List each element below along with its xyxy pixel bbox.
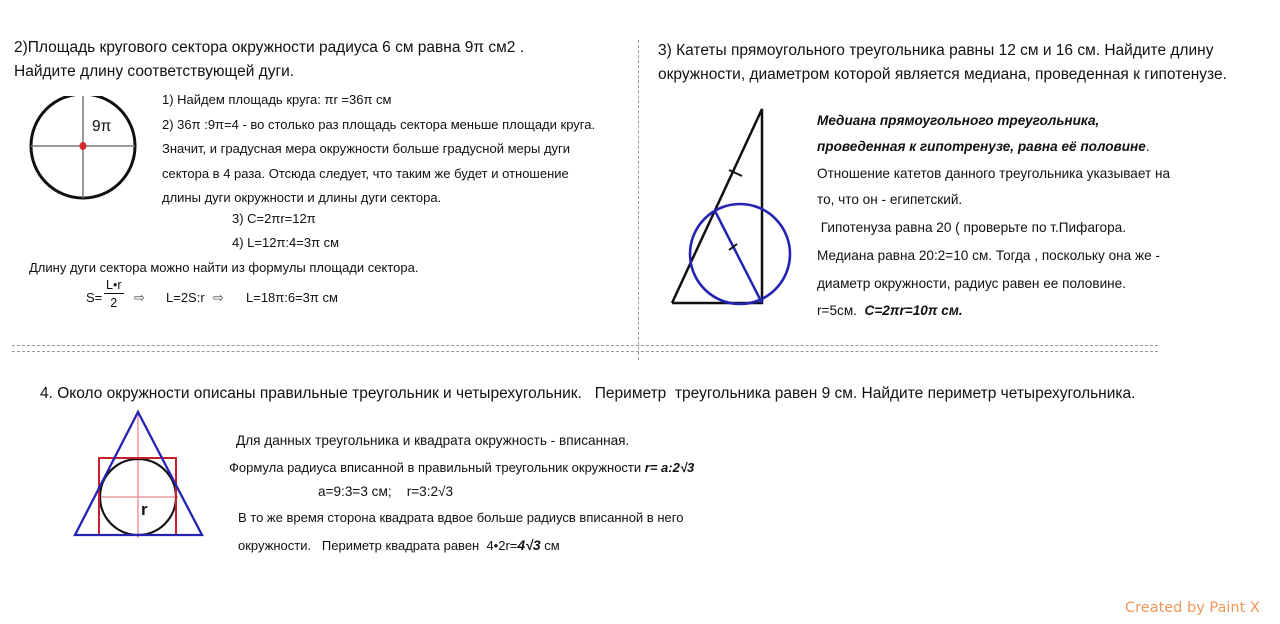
horizontal-divider (12, 351, 1158, 352)
vertical-divider (638, 40, 639, 360)
sector-circle-figure (26, 96, 140, 204)
formula-s-prefix: S= (86, 290, 103, 305)
problem3-line-3: Гипотенуза равна 20 ( проверьте по т.Пифагора. (817, 220, 1127, 235)
problem2-alt-method: Длину дуги сектора можно найти из формулы площади сектора. (29, 260, 419, 275)
radius-label: r (141, 500, 148, 519)
formula-step3: L=18π:6=3π см (246, 290, 338, 305)
problem4-line-2 (229, 460, 694, 475)
problem2-title-line1: 2)Площадь кругового сектора окружности радиуса 6 см равна 9π см2 . (14, 39, 525, 56)
watermark: Created by Paint X (1125, 600, 1260, 616)
perimeter-text: окружности. Периметр квадрата равен 4•2r= (238, 538, 518, 553)
problem4-line-4: В то же время сторона квадрата вдвое больше радиусв вписанной в него (238, 510, 684, 525)
problem3-line-4: Медиана равна 20:2=10 см. Тогда , поскольку она же - (817, 248, 1160, 263)
problem2-step-1: 1) Найдем площадь круга: πr =36π см (162, 92, 392, 107)
problem2-step-2-cont1: Значит, и градусная мера окружности больше градусной меры дуги (162, 141, 571, 156)
problem2-title-line2: Найдите длину соответствующей дуги. (14, 63, 295, 80)
theorem-dot: . (1145, 139, 1150, 154)
problem3-line-1: Отношение катетов данного треугольника указывает на (817, 166, 1171, 181)
problem4-line-5 (238, 537, 560, 553)
theorem-line2-text: проведенная к гипотренузе, равна её половине (817, 139, 1146, 154)
implies-arrow-icon: ⇨ (213, 290, 224, 305)
radius-formula: r= a:2√3 (644, 460, 695, 475)
sector-label: 9π (92, 118, 112, 135)
theorem-line2 (817, 139, 1150, 154)
problem4-line-1: Для данных треугольника и квадрата окружность - вписанная. (236, 433, 630, 448)
problem3-title-line2: окружности, диаметром которой является медиана, проведенная к гипотенузе. (658, 66, 1227, 83)
horizontal-divider (12, 345, 1158, 346)
problem2-step-2-cont3: длины дуги окружности и длины дуги сектора. (162, 190, 442, 205)
problem3-line-5: диаметр окружности, радиус равен ее половине. (817, 276, 1127, 291)
problem2-step-3: 3) C=2πr=12π (232, 211, 316, 226)
problem4-title: 4. Около окружности описаны правильные треугольник и четырехугольник. Периметр треугольника равен 9 см. Найдите периметр четырехугольника. (40, 385, 1136, 402)
problem2-step-2-cont2: сектора в 4 раза. Отсюда следует, что таким же будет и отношение (162, 166, 569, 181)
formula-numerator: L•r (106, 278, 122, 292)
problem3-result (817, 303, 963, 318)
problem3-line-2: то, что он - египетский. (817, 192, 963, 207)
problem4-line-3: a=9:3=3 см; r=3:2√3 (318, 484, 454, 499)
formula-step2: L=2S:r (166, 290, 205, 305)
perimeter-unit: см (540, 538, 560, 553)
formula-denominator: 2 (110, 296, 118, 310)
theorem-line1: Медиана прямоугольного треугольника, (817, 113, 1100, 128)
result-circumference: C=2πr=10π см. (864, 303, 963, 318)
right-triangle-median-figure (660, 100, 800, 315)
perimeter-answer: 4√3 (517, 537, 541, 553)
problem2-step-4: 4) L=12π:4=3π см (232, 235, 340, 250)
result-radius: r=5см. (817, 303, 857, 318)
formula-fraction (104, 278, 124, 310)
inscribed-circle-figure (70, 408, 208, 538)
formula-description: Формула радиуса вписанной в правильный треугольник окружности (229, 460, 645, 475)
problem3-title-line1: 3) Катеты прямоугольного треугольника равны 12 см и 16 см. Найдите длину (658, 42, 1214, 59)
problem2-step-2: 2) 36π :9π=4 - во столько раз площадь сектора меньше площади круга. (162, 117, 596, 132)
implies-arrow-icon: ⇨ (134, 290, 145, 305)
